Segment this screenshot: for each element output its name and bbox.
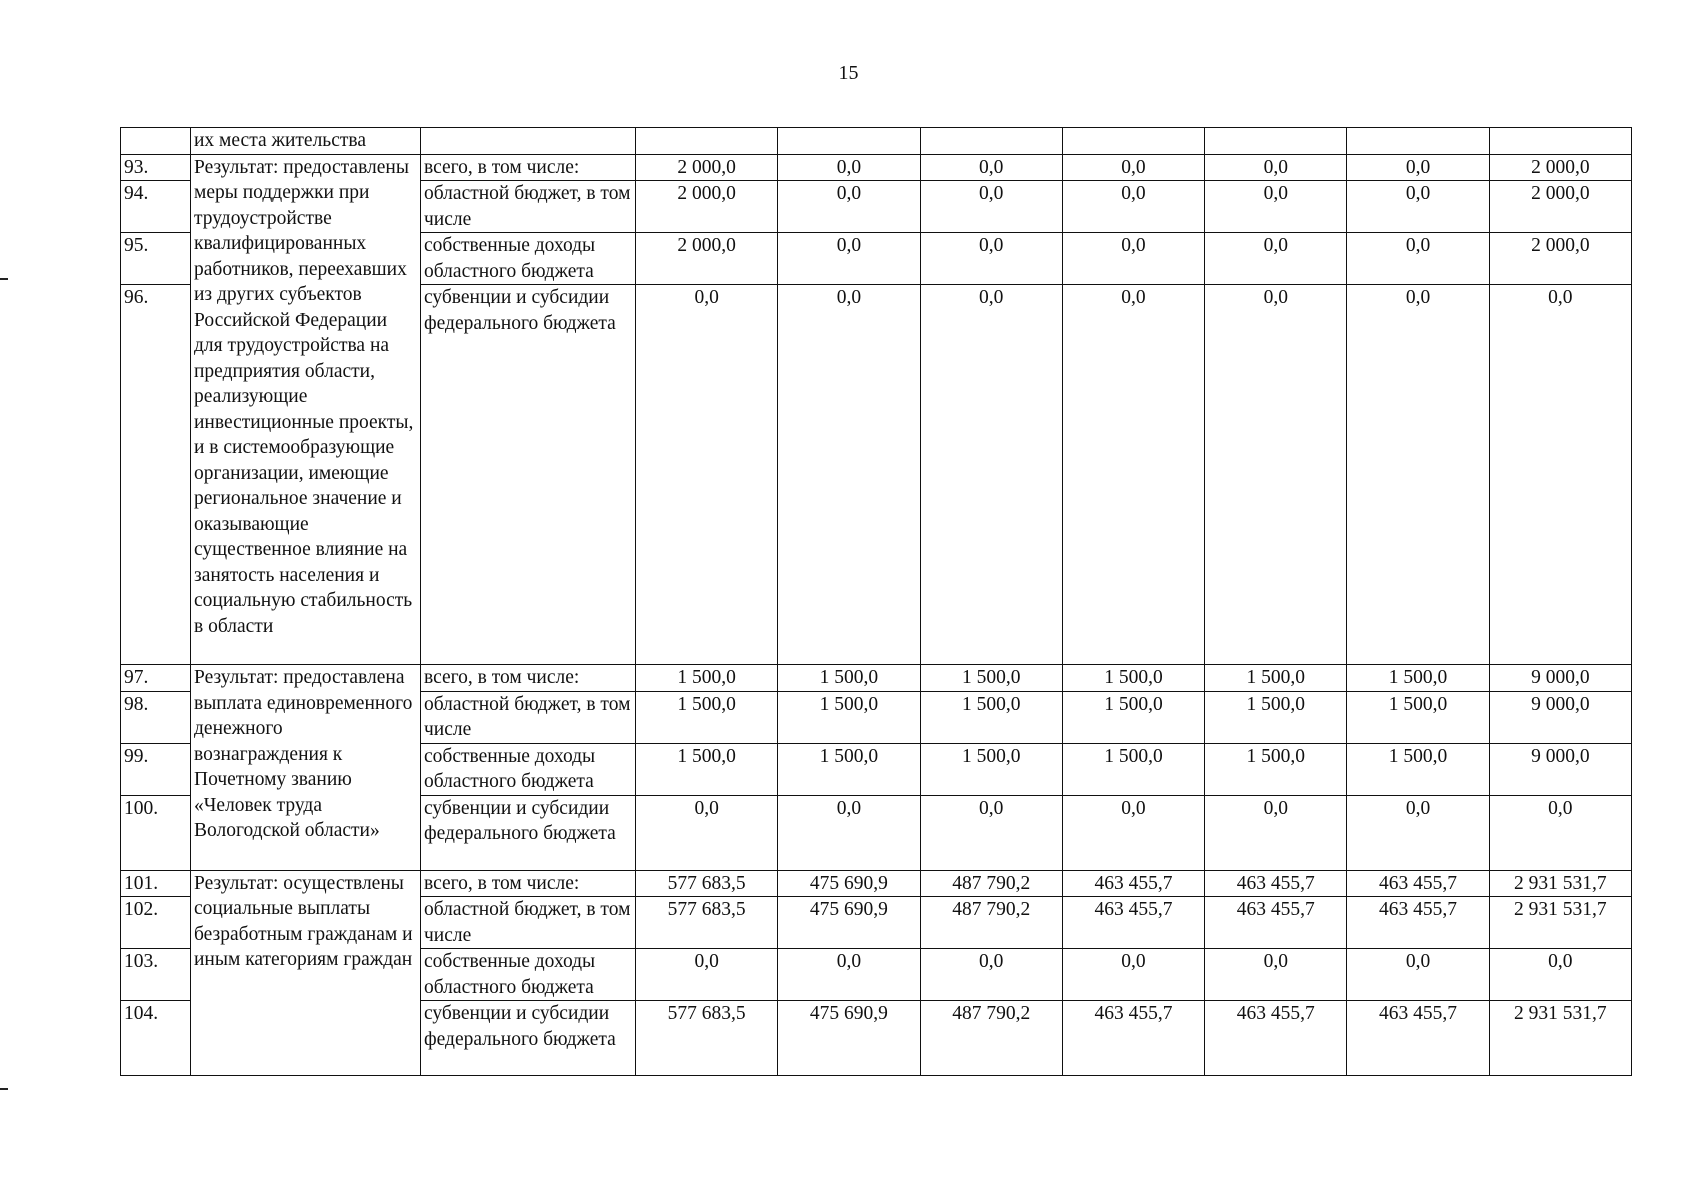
year-value: 0,0 (920, 154, 1062, 181)
year-value: 1 500,0 (1347, 743, 1489, 795)
year-value: 487 790,2 (920, 1001, 1062, 1076)
year-value: 0,0 (1062, 285, 1204, 665)
year-value: 1 500,0 (778, 665, 920, 692)
total-value: 0,0 (1489, 285, 1631, 665)
continuation-num-cell (121, 128, 191, 155)
year-value: 463 455,7 (1347, 870, 1489, 897)
continuation-value-cell (1205, 128, 1347, 155)
total-value: 2 000,0 (1489, 181, 1631, 233)
year-value: 1 500,0 (920, 691, 1062, 743)
year-value: 0,0 (778, 285, 920, 665)
year-value: 475 690,9 (778, 1001, 920, 1076)
continuation-row (121, 128, 1632, 155)
year-value: 0,0 (778, 181, 920, 233)
margin-mark (0, 278, 8, 280)
result-description: Результат: предоставлена выплата единовременного денежного вознаграждения к Почетному званию «Человек труда Вологодской области» (191, 665, 421, 871)
year-value: 0,0 (1347, 181, 1489, 233)
row-number: 101. (121, 870, 191, 897)
year-value: 0,0 (920, 285, 1062, 665)
year-value: 0,0 (920, 181, 1062, 233)
year-value: 0,0 (1205, 233, 1347, 285)
funding-source: всего, в том числе: (421, 154, 636, 181)
year-value: 0,0 (1062, 795, 1204, 870)
year-value: 463 455,7 (1062, 897, 1204, 949)
year-value: 0,0 (1205, 795, 1347, 870)
year-value: 0,0 (1062, 949, 1204, 1001)
row-number: 97. (121, 665, 191, 692)
total-value: 2 000,0 (1489, 233, 1631, 285)
year-value: 0,0 (1062, 154, 1204, 181)
row-number: 96. (121, 285, 191, 665)
year-value: 487 790,2 (920, 897, 1062, 949)
total-value: 2 931 531,7 (1489, 870, 1631, 897)
year-value: 0,0 (636, 285, 778, 665)
budget-table (120, 127, 1632, 1076)
year-value: 2 000,0 (636, 181, 778, 233)
year-value: 0,0 (1347, 154, 1489, 181)
year-value: 2 000,0 (636, 233, 778, 285)
year-value: 0,0 (1347, 233, 1489, 285)
year-value: 0,0 (1205, 154, 1347, 181)
continuation-value-cell (920, 128, 1062, 155)
year-value: 0,0 (1205, 949, 1347, 1001)
funding-source: всего, в том числе: (421, 870, 636, 897)
year-value: 463 455,7 (1347, 897, 1489, 949)
total-value: 2 000,0 (1489, 154, 1631, 181)
year-value: 577 683,5 (636, 897, 778, 949)
year-value: 0,0 (920, 949, 1062, 1001)
continuation-value-cell (1489, 128, 1631, 155)
year-value: 463 455,7 (1347, 1001, 1489, 1076)
year-value: 0,0 (1062, 233, 1204, 285)
year-value: 1 500,0 (778, 743, 920, 795)
year-value: 1 500,0 (778, 691, 920, 743)
year-value: 0,0 (1347, 795, 1489, 870)
year-value: 1 500,0 (636, 743, 778, 795)
funding-source: областной бюджет, в том числе (421, 181, 636, 233)
year-value: 1 500,0 (1205, 665, 1347, 692)
margin-mark (0, 1088, 8, 1090)
year-value: 1 500,0 (1205, 691, 1347, 743)
total-value: 9 000,0 (1489, 665, 1631, 692)
result-description: Результат: предоставлены меры поддержки при трудоустройстве квалифицированных работников, переехавших из других субъектов Российской Федерации для трудоустройства на предприятия области, реализующие инвестиционные проекты, и в системообразующие организации, имеющие региональное значение и оказывающие существенное влияние на занятость населения и социальную стабильность в области (191, 154, 421, 665)
year-value: 475 690,9 (778, 897, 920, 949)
year-value: 0,0 (920, 233, 1062, 285)
year-value: 1 500,0 (920, 743, 1062, 795)
table-row (121, 870, 1632, 897)
funding-source: субвенции и субсидии федерального бюджета (421, 1001, 636, 1076)
year-value: 577 683,5 (636, 870, 778, 897)
row-number: 102. (121, 897, 191, 949)
year-value: 1 500,0 (636, 691, 778, 743)
year-value: 463 455,7 (1205, 870, 1347, 897)
continuation-source-cell (421, 128, 636, 155)
funding-source: собственные доходы областного бюджета (421, 743, 636, 795)
row-number: 103. (121, 949, 191, 1001)
result-description: Результат: осуществлены социальные выплаты безработным гражданам и иным категориям граждан (191, 870, 421, 1076)
page-number: 15 (838, 62, 859, 84)
year-value: 1 500,0 (636, 665, 778, 692)
year-value: 463 455,7 (1062, 1001, 1204, 1076)
year-value: 1 500,0 (1062, 743, 1204, 795)
year-value: 2 000,0 (636, 154, 778, 181)
total-value: 0,0 (1489, 949, 1631, 1001)
year-value: 475 690,9 (778, 870, 920, 897)
year-value: 463 455,7 (1205, 1001, 1347, 1076)
funding-source: областной бюджет, в том числе (421, 691, 636, 743)
total-value: 0,0 (1489, 795, 1631, 870)
row-number: 94. (121, 181, 191, 233)
year-value: 0,0 (778, 154, 920, 181)
year-value: 0,0 (1205, 181, 1347, 233)
funding-source: областной бюджет, в том числе (421, 897, 636, 949)
year-value: 1 500,0 (1347, 691, 1489, 743)
year-value: 463 455,7 (1205, 897, 1347, 949)
table-row (121, 154, 1632, 181)
table-row (121, 665, 1632, 692)
total-value: 9 000,0 (1489, 691, 1631, 743)
continuation-text: их места жительства (191, 128, 421, 155)
continuation-value-cell (778, 128, 920, 155)
row-number: 95. (121, 233, 191, 285)
continuation-value-cell (1062, 128, 1204, 155)
total-value: 2 931 531,7 (1489, 1001, 1631, 1076)
year-value: 0,0 (636, 795, 778, 870)
year-value: 577 683,5 (636, 1001, 778, 1076)
year-value: 0,0 (1347, 285, 1489, 665)
year-value: 0,0 (778, 949, 920, 1001)
funding-source: субвенции и субсидии федерального бюджета (421, 285, 636, 665)
total-value: 2 931 531,7 (1489, 897, 1631, 949)
row-number: 100. (121, 795, 191, 870)
year-value: 0,0 (1347, 949, 1489, 1001)
year-value: 0,0 (636, 949, 778, 1001)
continuation-value-cell (636, 128, 778, 155)
year-value: 1 500,0 (1062, 665, 1204, 692)
table-body (121, 128, 1632, 1076)
funding-source: всего, в том числе: (421, 665, 636, 692)
row-number: 93. (121, 154, 191, 181)
year-value: 1 500,0 (1205, 743, 1347, 795)
year-value: 1 500,0 (920, 665, 1062, 692)
row-number: 104. (121, 1001, 191, 1076)
year-value: 487 790,2 (920, 870, 1062, 897)
year-value: 0,0 (778, 233, 920, 285)
year-value: 463 455,7 (1062, 870, 1204, 897)
row-number: 98. (121, 691, 191, 743)
total-value: 9 000,0 (1489, 743, 1631, 795)
row-number: 99. (121, 743, 191, 795)
year-value: 0,0 (920, 795, 1062, 870)
year-value: 0,0 (1062, 181, 1204, 233)
funding-source: собственные доходы областного бюджета (421, 949, 636, 1001)
funding-source: субвенции и субсидии федерального бюджета (421, 795, 636, 870)
continuation-value-cell (1347, 128, 1489, 155)
funding-source: собственные доходы областного бюджета (421, 233, 636, 285)
year-value: 1 500,0 (1062, 691, 1204, 743)
year-value: 0,0 (778, 795, 920, 870)
year-value: 0,0 (1205, 285, 1347, 665)
year-value: 1 500,0 (1347, 665, 1489, 692)
